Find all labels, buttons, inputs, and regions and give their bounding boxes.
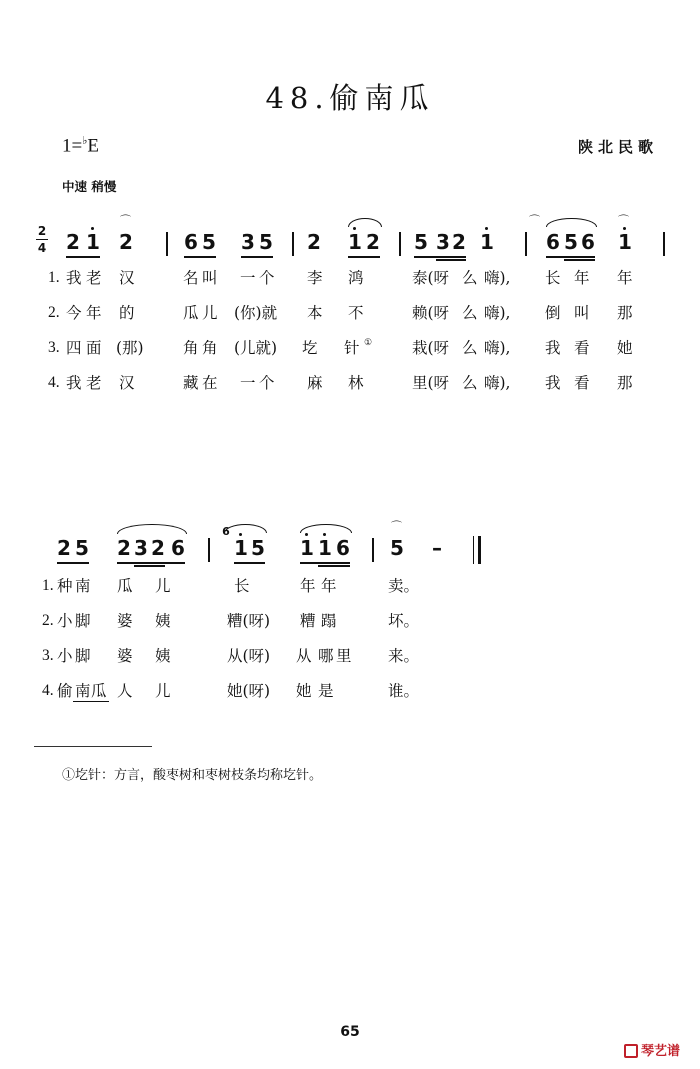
lyric: 本 [307,304,323,322]
lyric: 老 [86,269,102,287]
lyric: 角 [183,339,199,357]
slur [300,524,352,533]
lyric: 南 [75,682,91,700]
note: 5 [75,536,89,560]
note: 1 [234,536,248,560]
note: 6 [184,230,198,254]
lyric: 糟(呀) [227,612,271,630]
note: 2 [66,230,80,254]
lyric: 个 [259,374,275,392]
lyric: 栽(呀 [412,339,450,357]
lyric: 看 [574,374,590,392]
note: 2 [307,230,321,254]
lyric: 坏。 [388,612,420,630]
beam [241,256,273,258]
lyric: 年 [86,304,102,322]
lyric: 么 [462,374,478,392]
barline [399,232,401,256]
barline [372,538,374,562]
lyric: 谁。 [388,682,420,700]
lyric: 糟 [300,612,316,630]
lyric: 儿 [155,577,171,595]
note: 5 [390,536,404,560]
lyric: 她 [296,682,312,700]
notation-line-2 [0,520,700,568]
lyric: (那) [116,339,144,357]
lyric: 的 [119,304,135,322]
time-signature: 2 4 [37,224,47,255]
lyric: 来。 [388,647,420,665]
fermata-icon: ⌒ [529,214,540,227]
note: 2 [151,536,165,560]
lyric: 嗨), [484,374,511,392]
note: 2 [117,536,131,560]
beam [414,256,466,258]
lyric: 赖(呀 [412,304,450,322]
beam [300,562,350,564]
note: 2 [57,536,71,560]
octave-dot [239,533,242,536]
slur [224,524,267,533]
barline [663,232,665,256]
note: 1 [618,230,632,254]
note: 1 [300,536,314,560]
lyric: 在 [202,374,218,392]
notation-line-1 [0,214,700,262]
lyric: 泰(呀 [412,269,450,287]
dash: – [432,536,442,560]
lyric: 哪 [318,647,334,665]
note: 1 [480,230,494,254]
key-signature: 1=♭E [62,135,100,157]
lyric: 瓜 [183,304,199,322]
lyric: 一 [240,374,256,392]
lyric: 从(呀) [227,647,271,665]
footnote: ①圪针：方言，酸枣树和枣树枝条均称圪针。 [62,768,323,783]
logo-icon [624,1044,638,1058]
slur [546,218,597,227]
lyric: (儿就) [234,339,278,357]
lyric: 叫 [574,304,590,322]
lyric: 么 [462,339,478,357]
verse-number: 1. [48,269,60,286]
note: 2 [366,230,380,254]
beam [318,565,350,567]
lyric: 从 [296,647,312,665]
lyric: 嗨), [484,304,511,322]
lyric: 我 [545,374,561,392]
tempo-marking: 中速 稍慢 [62,179,117,194]
note: 3 [436,230,450,254]
note: 1 [318,536,332,560]
beam [234,562,265,564]
note: 5 [414,230,428,254]
note: 1 [348,230,362,254]
lyric: 她(呀) [227,682,271,700]
beam [117,562,185,564]
verse-number: 2. [48,304,60,321]
lyric: 一 [240,269,256,287]
lyric: 我 [66,374,82,392]
verse-number: 3. [42,647,54,664]
octave-dot [353,227,356,230]
lyric: 是 [318,682,334,700]
beam [348,256,380,258]
lyric: 叫 [202,269,218,287]
lyric: 卖。 [388,577,420,595]
lyric: 藏 [183,374,199,392]
fermata-icon: ⌒ [120,214,131,227]
lyric: 汉 [119,269,135,287]
lyric: 圪 [302,339,318,357]
lyric: 婆 [117,612,133,630]
lyric: 瓜 [117,577,133,595]
lyric: 里(呀 [412,374,450,392]
lyric: 脚 [75,612,91,630]
lyric: 小 [57,612,73,630]
lyric: 年 [300,577,316,595]
beam [546,256,595,258]
note: 6 [546,230,560,254]
lyric: 那 [617,304,633,322]
lyric: 儿 [155,682,171,700]
lyric: 麻 [307,374,323,392]
title-word-underline [73,701,109,702]
lyric: 看 [574,339,590,357]
octave-dot [323,533,326,536]
lyric: 角 [202,339,218,357]
fermata-icon: ⌒ [391,520,402,533]
octave-dot [485,227,488,230]
lyric: 倒 [545,304,561,322]
lyric: 婆 [117,647,133,665]
barline [208,538,210,562]
lyric: 人 [117,682,133,700]
lyric: 那 [617,374,633,392]
lyric: 汉 [119,374,135,392]
lyric: 面 [86,339,102,357]
note: 3 [134,536,148,560]
lyric: 里 [336,647,352,665]
beam [564,259,595,261]
footnote-divider [34,746,152,747]
lyric: 南 [75,577,91,595]
note: 2 [452,230,466,254]
lyric: 嗨), [484,269,511,287]
note: 5 [259,230,273,254]
lyric: 老 [86,374,102,392]
barline [166,232,168,256]
lyric: 长 [545,269,561,287]
lyric: 年 [321,577,337,595]
lyric: 年 [617,269,633,287]
lyric: 嗨), [484,339,511,357]
lyric: 针 [344,339,360,357]
lyric: 姨 [155,647,171,665]
slur [117,524,187,534]
footnote-marker: ① [364,338,373,348]
page-number: 65 [340,1024,360,1040]
verse-number: 3. [48,339,60,356]
lyric: 年 [574,269,590,287]
lyric: 个 [259,269,275,287]
lyric: 我 [66,269,82,287]
lyric: 脚 [75,647,91,665]
lyric: 她 [617,339,633,357]
lyric: 姨 [155,612,171,630]
note: 6 [336,536,350,560]
verse-number: 2. [42,612,54,629]
grace-note: 6 [222,525,230,538]
verse-number: 4. [42,682,54,699]
lyric: 名 [183,269,199,287]
lyric: 蹋 [321,612,337,630]
lyric: 李 [307,269,323,287]
verse-number: 1. [42,577,54,594]
lyric: 我 [545,339,561,357]
octave-dot [91,227,94,230]
verse-number: 4. [48,374,60,391]
lyric: 小 [57,647,73,665]
beam [66,256,100,258]
lyric: 林 [348,374,364,392]
lyric: 今 [66,304,82,322]
note: 2 [119,230,133,254]
watermark-logo: 琴艺谱 [624,1040,680,1059]
lyric: 么 [462,304,478,322]
lyric: 儿 [202,304,218,322]
beam [436,259,466,261]
lyric: 种 [57,577,73,595]
lyric: 偷 [57,682,73,700]
beam [184,256,216,258]
note: 5 [251,536,265,560]
beam [57,562,89,564]
barline [525,232,527,256]
lyric: 么 [462,269,478,287]
slur [348,218,382,227]
note: 3 [241,230,255,254]
song-title: 48.偷南瓜 [265,81,435,115]
note: 5 [564,230,578,254]
barline [292,232,294,256]
final-barline [473,536,474,564]
lyric: (你)就 [234,304,278,322]
lyric: 瓜 [91,682,107,700]
lyric: 四 [66,339,82,357]
note: 6 [171,536,185,560]
beam [134,565,165,567]
song-origin: 陕北民歌 [578,138,659,156]
octave-dot [623,227,626,230]
final-barline [478,536,481,564]
note: 6 [581,230,595,254]
octave-dot [305,533,308,536]
note: 1 [86,230,100,254]
fermata-icon: ⌒ [618,214,629,227]
note: 5 [202,230,216,254]
lyric: 长 [234,577,250,595]
lyric: 鸿 [348,269,364,287]
lyric: 不 [348,304,364,322]
